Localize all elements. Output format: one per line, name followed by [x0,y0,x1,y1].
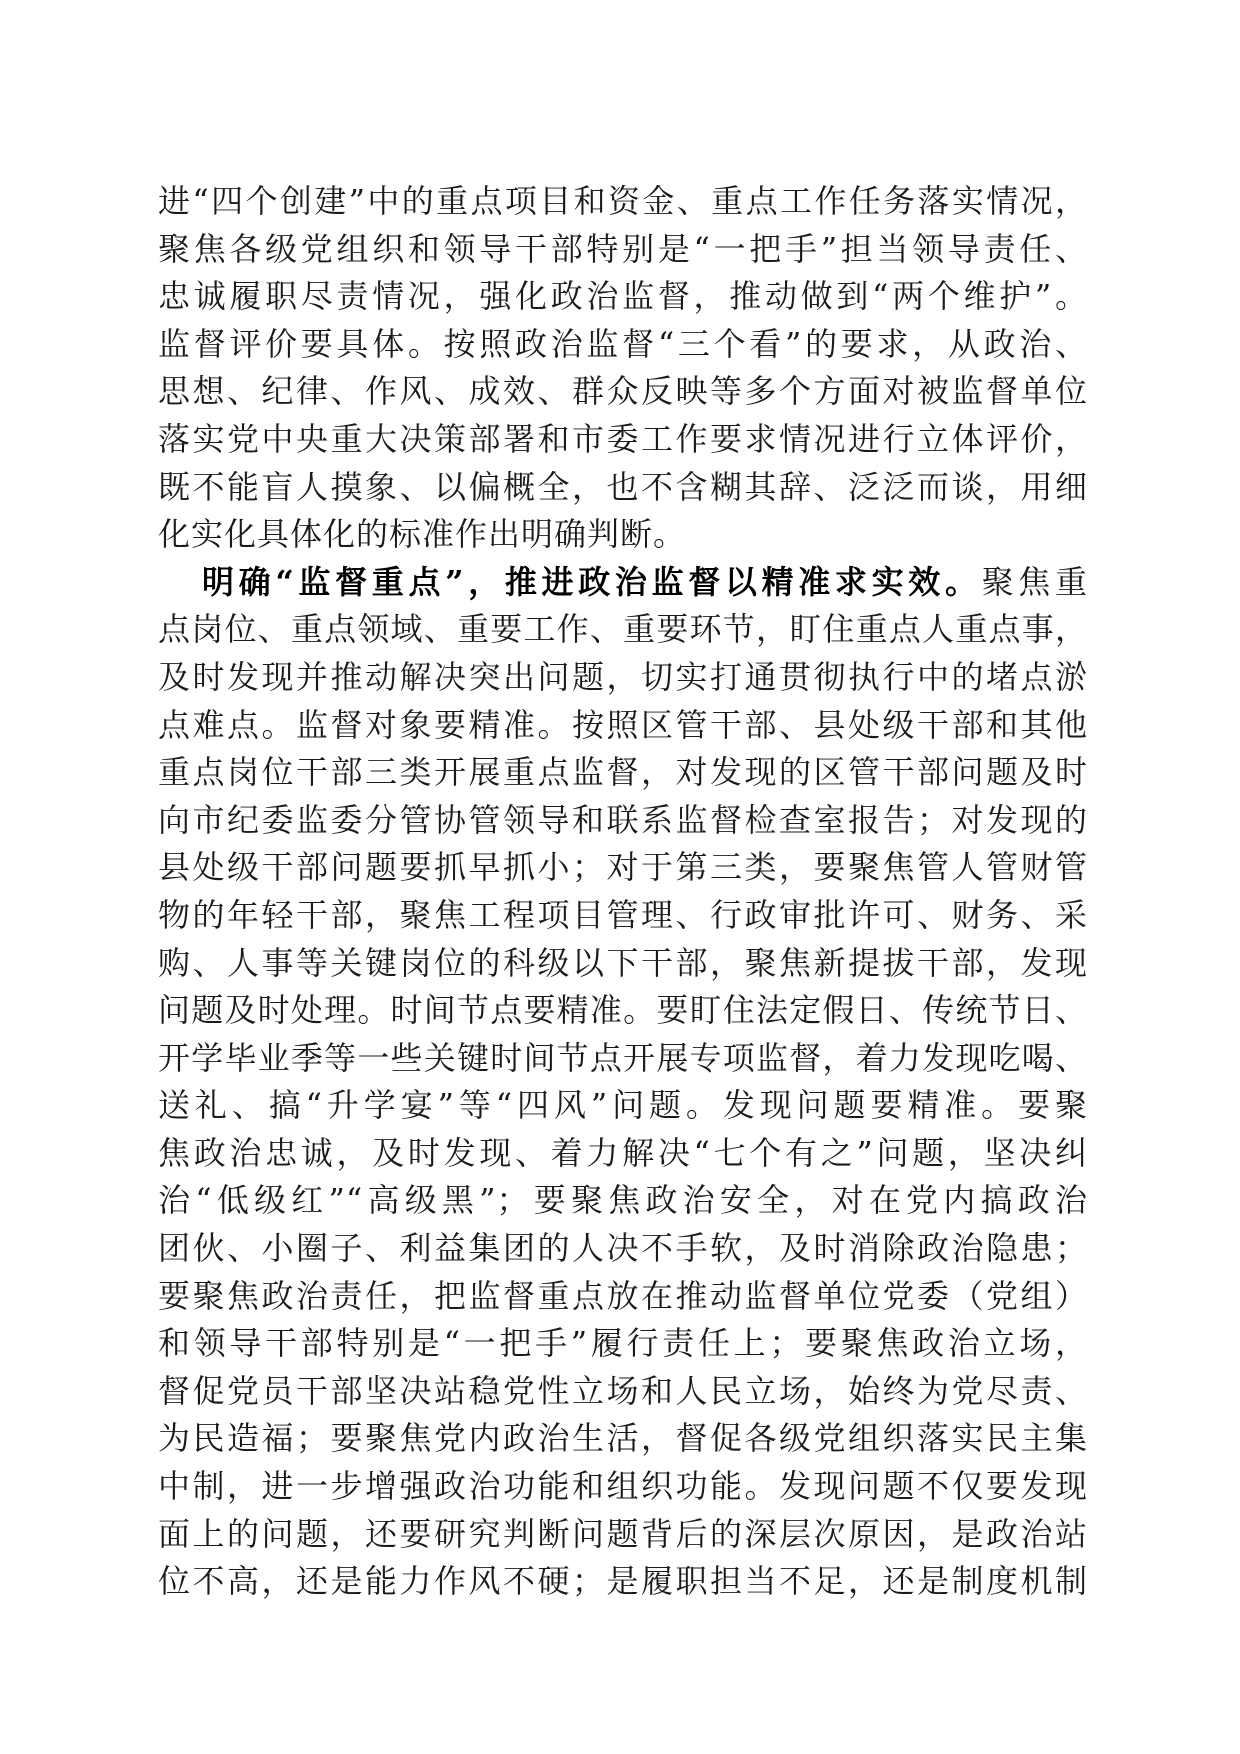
text-line: 送礼、搞“升学宴”等“四风”问题。发现问题要精准。要聚 [158,1086,1088,1125]
text-line: 落实党中央重大决策部署和市委工作要求情况进行立体评价， [158,419,1088,458]
text-line: 团伙、小圈子、利益集团的人决不手软，及时消除政治隐患； [158,1229,1088,1268]
text-line: 开学毕业季等一些关键时间节点开展专项监督，着力发现吃喝、 [158,1038,1088,1077]
text-line: 化实化具体化的标准作出明确判断。 [158,515,687,554]
text-line: 忠诚履职尽责情况，强化政治监督，推动做到“两个维护”。 [158,277,1088,316]
text-line: 购、人事等关键岗位的科级以下干部，聚焦新提拔干部，发现 [158,943,1088,982]
text-line: 向市纪委监委分管协管领导和联系监督检查室报告；对发现的 [158,800,1088,839]
text-line: 面上的问题，还要研究判断问题背后的深层次原因，是政治站 [158,1514,1088,1553]
text-line: 为民造福；要聚焦党内政治生活，督促各级党组织落实民主集 [158,1419,1088,1458]
paragraph-heading: 明确“监督重点”，推进政治监督以精准求实效。 [202,562,982,601]
text-line: 聚焦各级党组织和领导干部特别是“一把手”担当领导责任、 [158,229,1088,268]
text-line: 重点岗位干部三类开展重点监督，对发现的区管干部问题及时 [158,753,1088,792]
text-line: 点岗位、重点领域、重要工作、重要环节，盯住重点人重点事， [158,610,1088,649]
text-line: 中制，进一步增强政治功能和组织功能。发现问题不仅要发现 [158,1467,1088,1506]
text-line: 县处级干部问题要抓早抓小；对于第三类，要聚焦管人管财管 [158,848,1088,887]
text-line: 焦政治忠诚，及时发现、着力解决“七个有之”问题，坚决纠 [158,1133,1088,1172]
text-line: 位不高，还是能力作风不硬；是履职担当不足，还是制度机制 [158,1562,1088,1601]
text-line: 监督评价要具体。按照政治监督“三个看”的要求，从政治、 [158,324,1088,363]
text-line: 要聚焦政治责任，把监督重点放在推动监督单位党委（党组） [158,1276,1088,1315]
text-line: 问题及时处理。时间节点要精准。要盯住法定假日、传统节日、 [158,991,1088,1030]
text-line: 督促党员干部坚决站稳党性立场和人民立场，始终为党尽责、 [158,1371,1088,1410]
text-line: 及时发现并推动解决突出问题，切实打通贯彻执行中的堵点淤 [158,657,1088,696]
text-line: 进“四个创建”中的重点项目和资金、重点工作任务落实情况， [158,182,1088,220]
paragraph-first-line-text: 聚焦重 [981,562,1088,601]
text-line: 点难点。监督对象要精准。按照区管干部、县处级干部和其他 [158,705,1088,744]
text-line: 既不能盲人摸象、以偏概全，也不含糊其辞、泛泛而谈，用细 [158,467,1088,506]
text-line: 思想、纪律、作风、成效、群众反映等多个方面对被监督单位 [158,372,1088,411]
paragraph-first-line [158,559,1088,607]
body-text [158,178,1088,1606]
text-line: 物的年轻干部，聚焦工程项目管理、行政审批许可、财务、采 [158,895,1088,934]
text-line: 和领导干部特别是“一把手”履行责任上；要聚焦政治立场， [158,1324,1088,1363]
text-line: 治“低级红”“高级黑”；要聚焦政治安全，对在党内搞政治 [158,1181,1088,1220]
